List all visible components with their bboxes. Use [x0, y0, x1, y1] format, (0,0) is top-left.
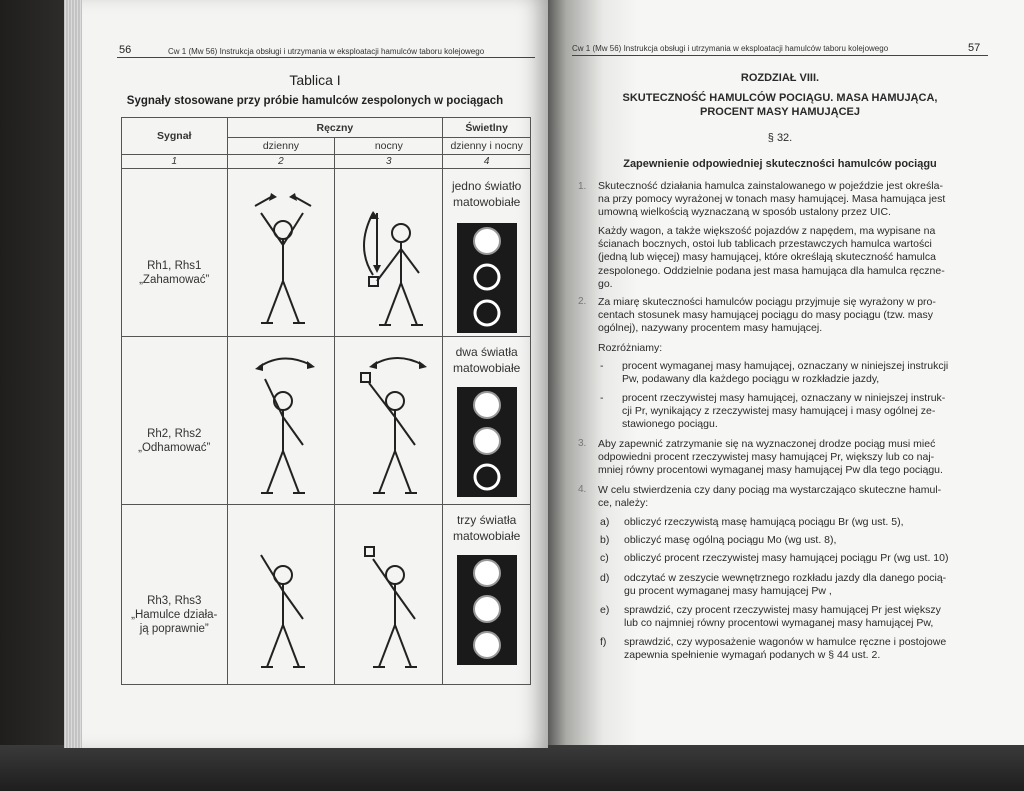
table-row — [122, 505, 531, 685]
list-letter: a) — [600, 516, 610, 528]
section-title: Zapewnienie odpowiedniej skuteczności hamulców pociągu — [623, 158, 937, 170]
paragraph-1: Skuteczność działania hamulca zainstalowanego w pojeździe jest określa- na przy pomocy wyrażonej w tonach masy hamującej. Masa hamująca jest umowną wielkością wyznaczaną w sposób ustalony przez UIC. — [598, 180, 946, 219]
left-running-header: Cw 1 (Mw 56) Instrukcja obsługi i utrzymania w eksploatacji hamulców taboru kolejowego — [168, 47, 485, 56]
right-running-header: Cw 1 (Mw 56) Instrukcja obsługi i utrzymania w eksploatacji hamulców taboru kolejowego — [572, 44, 889, 53]
left-page-number: 56 — [119, 44, 132, 56]
dash-bullet: - — [600, 392, 604, 404]
list-letter: d) — [600, 572, 610, 584]
dash-item: procent wymaganej masy hamującej, oznaczany w niniejszej instrukcji Pw, podawany dla każdego pociągu w rozkładzie jazdy, — [622, 360, 949, 386]
list-letter: e) — [600, 604, 610, 616]
col-day-header: dzienny — [227, 138, 335, 155]
col-manual-header: Ręczny — [227, 118, 443, 138]
stick-figure-lamp-vertical-icon — [339, 173, 439, 333]
signal-name-cell: Rh3, Rhs3 „Hamulce działa- ją poprawnie” — [122, 505, 228, 685]
table-subtitle: Sygnały stosowane przy próbie hamulców zespolonych w pociągach — [126, 95, 504, 107]
dash-item: procent rzeczywistej masy hamującej, oznaczany w niniejszej instruk- cji Pr, wynikający z rzeczywistej masy hamującej i masy ogólnej ze- stawionego pociągu. — [622, 392, 946, 431]
signal-lamp-three-icon — [457, 555, 517, 665]
list-letter: f) — [600, 636, 607, 648]
col-signal-header: Sygnał — [122, 118, 228, 155]
stick-figure-lamp-swing-icon — [339, 341, 439, 501]
right-header-rule — [572, 55, 988, 56]
stick-figure-arm-raised-icon — [231, 515, 331, 675]
stick-figure-arms-up-icon — [231, 173, 331, 333]
day-figure-cell — [227, 337, 335, 505]
signal-table — [121, 117, 531, 685]
paragraph-2: Za miarę skuteczności hamulców pociągu przyjmuje się wyrażony w pro- centach stosunek masy hamującej pociągu do masy pociągu (tzw. masy ogólnej), nazywany procentem masy hamującej. — [598, 296, 936, 335]
list-letter: c) — [600, 552, 609, 564]
chapter-title-line-2: PROCENT MASY HAMUJĄCEJ — [700, 106, 860, 118]
col-number-3: 3 — [335, 155, 443, 169]
scan-bottom-edge — [0, 745, 1024, 791]
distinguish-label: Rozróżniamy: — [598, 342, 663, 354]
table-row — [122, 337, 531, 505]
table-row — [122, 169, 531, 337]
left-header-rule — [117, 57, 535, 58]
light-cell: jedno światło matowobiałe — [443, 169, 531, 337]
light-cell: dwa światła matowobiałe — [443, 337, 531, 505]
list-letter: b) — [600, 534, 610, 546]
col-number-1: 1 — [122, 155, 228, 169]
list-item: obliczyć masę ogólną pociągu Mo (wg ust. 8), — [624, 534, 837, 546]
table-title: Tablica I — [289, 72, 341, 88]
paragraph-number: 3. — [578, 438, 587, 449]
night-figure-cell — [335, 505, 443, 685]
day-figure-cell — [227, 169, 335, 337]
signal-name-cell: Rh2, Rhs2 „Odhamować” — [122, 337, 228, 505]
right-page-number: 57 — [968, 42, 981, 54]
paragraph-number: 2. — [578, 296, 587, 307]
col-day-night-header: dzienny i nocny — [443, 138, 531, 155]
signal-lamp-two-icon — [457, 387, 517, 497]
section-number: § 32. — [767, 132, 793, 144]
list-item: obliczyć procent rzeczywistej masy hamującej pociągu Pr (wg ust. 10) — [624, 552, 949, 564]
paragraph-number: 1. — [578, 181, 587, 192]
stick-figure-arm-swing-icon — [231, 341, 331, 501]
col-number-2: 2 — [227, 155, 335, 169]
stick-figure-lamp-raised-icon — [339, 515, 439, 675]
paragraph-3: Aby zapewnić zatrzymanie się na wyznaczonej drodze pociąg musi mieć odpowiedni procent rzeczywistej masy hamującej Pr, większy lub co naj- mniej równy procentowi wymaganej masy hamującej Pw dla tego pociągu. — [598, 438, 943, 477]
signal-lamp-one-icon — [457, 223, 517, 333]
col-light-header: Świetlny — [443, 118, 531, 138]
book-page-edges — [64, 0, 84, 748]
chapter-title-line-1: SKUTECZNOŚĆ HAMULCÓW POCIĄGU. MASA HAMUJĄCA, — [622, 92, 938, 104]
paragraph-number: 4. — [578, 484, 587, 495]
list-item: odczytać w zeszycie wewnętrznego rozkładu jazdy dla danego pocią- gu procent wymaganej masy hamującej Pw , — [624, 572, 947, 598]
light-cell: trzy światła matowobiałe — [443, 505, 531, 685]
night-figure-cell — [335, 337, 443, 505]
col-night-header: nocny — [335, 138, 443, 155]
signal-name-cell: Rh1, Rhs1 „Zahamować” — [122, 169, 228, 337]
col-number-4: 4 — [443, 155, 531, 169]
night-figure-cell — [335, 169, 443, 337]
dash-bullet: - — [600, 360, 604, 372]
list-item: sprawdzić, czy wyposażenie wagonów w hamulce ręczne i postojowe zapewnia spełnienie wymagań podanych w § 44 ust. 2. — [624, 636, 947, 662]
list-item: sprawdzić, czy procent rzeczywistej masy hamującej Pr jest większy lub co najmniej równy procentowi wymaganej masy hamującej Pw, — [624, 604, 941, 630]
chapter-heading: ROZDZIAŁ VIII. — [740, 72, 820, 84]
paragraph-4: W celu stwierdzenia czy dany pociąg ma wystarczająco skuteczne hamul- ce, należy: — [598, 484, 942, 510]
day-figure-cell — [227, 505, 335, 685]
paragraph-1b: Każdy wagon, a także większość pojazdów z napędem, ma wypisane na ścianach bocznych, ostoi lub tablicach przestawczych hamulca wartości (jedną lub więcej) masy hamującej, które określają skuteczność hamulca zespolonego. Oddzielnie podana jest masa hamująca dla hamulca ręczne- go. — [598, 225, 945, 290]
list-item: obliczyć rzeczywistą masę hamującą pociągu Br (wg ust. 5), — [624, 516, 904, 528]
